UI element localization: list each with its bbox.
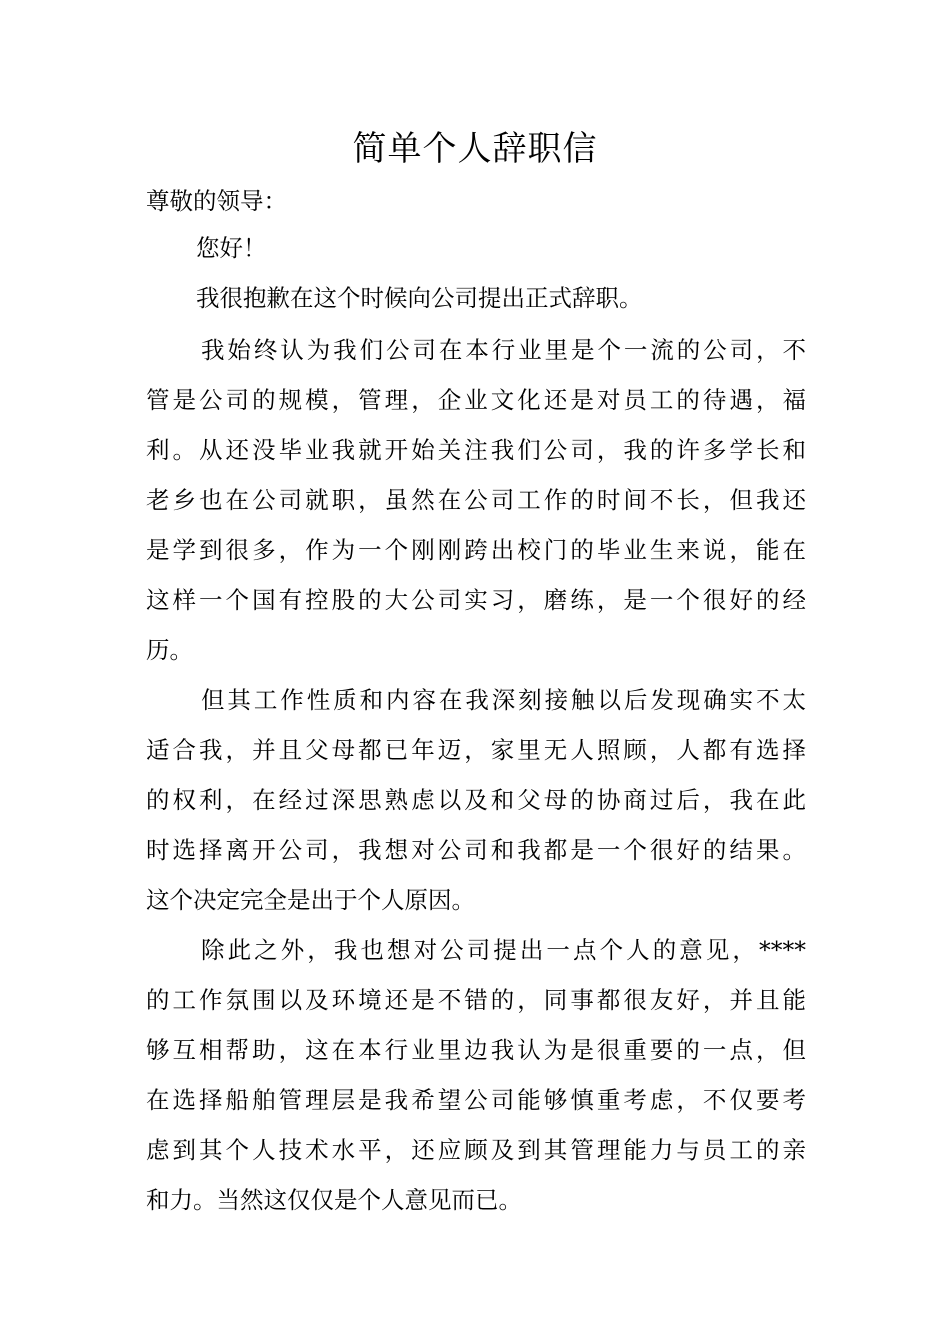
greeting: 您好！: [196, 234, 267, 262]
paragraph-3-line: 和力。当然这仅仅是个人意见而已。: [146, 1186, 522, 1214]
paragraph-3-line: 的工作氛围以及环境还是不错的，同事都很友好，并且能: [146, 986, 806, 1014]
paragraph-3-line: 除此之外，我也想对公司提出一点个人的意见，****: [201, 936, 806, 964]
paragraph-1-line: 利。从还没毕业我就开始关注我们公司，我的许多学长和: [146, 436, 806, 464]
paragraph-1-line: 我始终认为我们公司在本行业里是个一流的公司，不: [201, 336, 806, 364]
paragraph-1-line: 历。: [146, 636, 193, 664]
intro-line: 我很抱歉在这个时候向公司提出正式辞职。: [196, 284, 643, 312]
paragraph-3-line: 在选择船舶管理层是我希望公司能够慎重考虑，不仅要考: [146, 1086, 806, 1114]
paragraph-2-line: 但其工作性质和内容在我深刻接触以后发现确实不太: [201, 686, 806, 714]
document-title: 简单个人辞职信: [352, 129, 598, 169]
paragraph-2-line: 的权利，在经过深思熟虑以及和父母的协商过后，我在此: [146, 786, 806, 814]
paragraph-1-line: 管是公司的规模，管理，企业文化还是对员工的待遇，福: [146, 386, 806, 414]
paragraph-1-line: 老乡也在公司就职，虽然在公司工作的时间不长，但我还: [146, 486, 806, 514]
paragraph-2-line: 适合我，并且父母都已年迈，家里无人照顾，人都有选择: [146, 736, 806, 764]
salutation: 尊敬的领导：: [146, 187, 287, 215]
paragraph-1-line: 这样一个国有控股的大公司实习，磨练，是一个很好的经: [146, 586, 806, 614]
paragraph-3-line: 够互相帮助，这在本行业里边我认为是很重要的一点，但: [146, 1036, 806, 1064]
paragraph-1-line: 是学到很多，作为一个刚刚跨出校门的毕业生来说，能在: [146, 536, 806, 564]
paragraph-2-line: 这个决定完全是出于个人原因。: [146, 886, 475, 914]
paragraph-3-line: 虑到其个人技术水平，还应顾及到其管理能力与员工的亲: [146, 1136, 806, 1164]
paragraph-2-line: 时选择离开公司，我想对公司和我都是一个很好的结果。: [146, 836, 806, 864]
